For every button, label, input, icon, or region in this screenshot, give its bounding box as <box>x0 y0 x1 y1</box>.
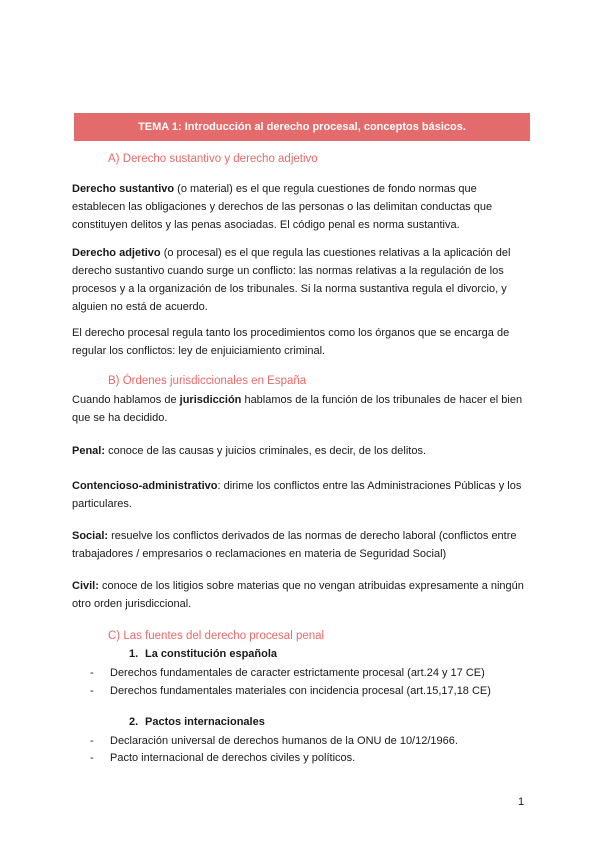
paragraph-contencioso: Contencioso-administrativo: dirime los conflictos entre las Administraciones Públicas y los particulares. <box>72 480 522 510</box>
term-penal: Penal: <box>72 445 106 457</box>
title-banner <box>74 113 530 141</box>
term-contencioso: Contencioso-administrativo <box>72 480 218 492</box>
paragraph-derecho-sustantivo: Derecho sustantivo (o material) es el que regula cuestiones de fondo normas que establecen las obligaciones y derechos de las personas o las delimitan conductas que constituyen delitos y las penas asociadas. El código penal es norma sustantiva. <box>72 183 493 231</box>
term-civil: Civil: <box>72 580 99 592</box>
term-derecho-adjetivo: Derecho adjetivo <box>72 247 161 259</box>
paragraph-penal: Penal: conoce de las causas y juicios criminales, es decir, de los delitos. <box>72 445 427 457</box>
section-c-heading: C) Las fuentes del derecho procesal penal <box>108 630 325 642</box>
document-title: TEMA 1: Introducción al derecho procesal, conceptos básicos. <box>138 121 466 133</box>
paragraph-derecho-adjetivo: Derecho adjetivo (o procesal) es el que regula las cuestiones relativas a la aplicación del derecho sustantivo cuando surge un conflicto: las normas relativas a la regulación de los procesos y a la organización de los tribunales. Si la norma sustantiva regula el divorcio, y alguien no está de acuerdo. <box>72 247 511 313</box>
paragraph-jurisdiccion: Cuando hablamos de jurisdicción hablamos de la función de los tribunales de hacer el bien que se ha decidido. <box>72 394 523 424</box>
subheading-pactos: 2. Pactos internacionales <box>129 716 265 728</box>
paragraph-civil: Civil: conoce de los litigios sobre materias que no vengan atribuidas expresamente a ningún otro orden jurisdiccional. <box>72 580 524 610</box>
list-item: - Declaración universal de derechos humanos de la ONU de 10/12/1966. <box>90 735 458 747</box>
term-derecho-sustantivo: Derecho sustantivo <box>72 183 175 195</box>
paragraph-derecho-procesal: El derecho procesal regula tanto los procedimientos como los órganos que se encarga de regular los conflictos: ley de enjuiciamiento criminal. <box>72 327 510 357</box>
list-item: - Derechos fundamentales de caracter estrictamente procesal (art.24 y 17 CE) <box>90 667 485 679</box>
page-number: 1 <box>518 796 525 808</box>
list-item: - Pacto internacional de derechos civiles y políticos. <box>90 752 356 764</box>
subheading-constitucion: 1. La constitución española <box>129 648 278 660</box>
section-b-heading: B) Órdenes jurisdiccionales en España <box>108 375 307 387</box>
paragraph-social: Social: resuelve los conflictos derivados de las normas de derecho laboral (conflictos entre trabajadores / empresarios o reclamaciones en materia de Seguridad Social) <box>72 530 517 560</box>
term-social: Social: <box>72 530 109 542</box>
term-jurisdiccion: jurisdicción <box>179 394 242 406</box>
section-a-heading: A) Derecho sustantivo y derecho adjetivo <box>108 153 318 165</box>
list-item: - Derechos fundamentales materiales con incidencia procesal (art.15,17,18 CE) <box>90 685 491 697</box>
